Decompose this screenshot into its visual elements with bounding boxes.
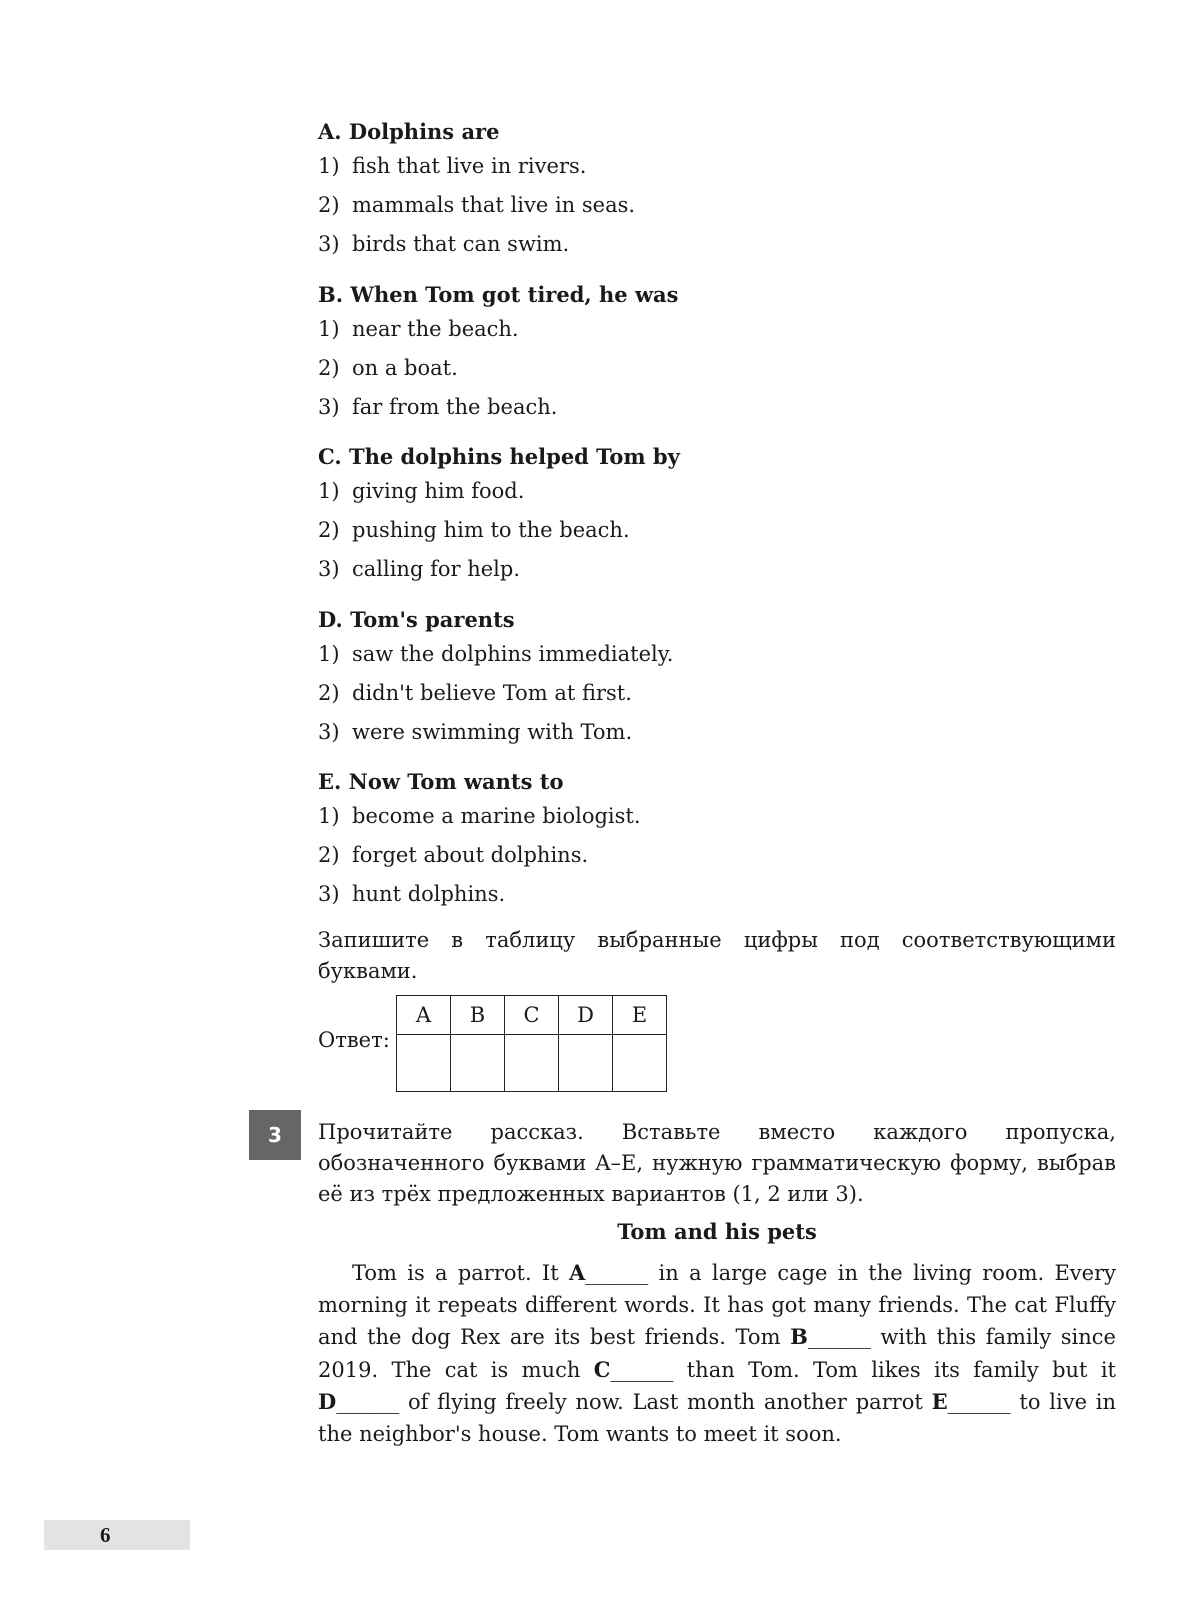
answer-option: 3) birds that can swim. — [318, 232, 570, 256]
answer-input-cell[interactable] — [613, 1035, 667, 1092]
question-heading: E. Now Tom wants to — [318, 769, 564, 794]
answer-label: Ответ: — [318, 1028, 390, 1052]
table-instruction: Запишите в таблицу выбранные цифры под соответствующими буквами. — [318, 928, 1116, 983]
question-a — [318, 117, 1118, 268]
gap-blank: ______ — [807, 1325, 871, 1349]
answer-option: 2) on a boat. — [318, 356, 458, 380]
question-heading: B. When Tom got tired, he was — [318, 282, 679, 307]
answer-option: 3) calling for help. — [318, 557, 520, 581]
gap-blank: ______ — [610, 1357, 674, 1382]
gap-letter: D — [318, 1389, 337, 1414]
question-b — [318, 280, 1118, 431]
answer-option: 3) were swimming with Tom. — [318, 720, 633, 744]
answer-option: 3) hunt dolphins. — [318, 882, 506, 906]
answer-input-cell[interactable] — [451, 1035, 505, 1092]
task-number-badge: 3 — [249, 1110, 301, 1160]
answer-option: 1) near the beach. — [318, 317, 519, 341]
answer-table — [396, 995, 667, 1092]
task-instruction: Прочитайте рассказ. Вставьте вместо каждого пропуска, обозначенного буквами A–E, нужную грамматическую форму, выбрав её из трёх предложенных вариантов (1, 2 или 3). — [318, 1120, 1116, 1206]
gap-blank: ______ — [585, 1261, 649, 1285]
answer-option: 1) giving him food. — [318, 479, 525, 503]
gap-letter: A — [568, 1260, 586, 1285]
answer-option: 2) pushing him to the beach. — [318, 518, 630, 542]
gap-letter: E — [931, 1389, 948, 1414]
answer-input-cell[interactable] — [397, 1035, 451, 1092]
gap-letter: B — [790, 1324, 808, 1349]
answer-option: 2) forget about dolphins. — [318, 843, 589, 867]
gap-blank: ______ — [947, 1390, 1011, 1414]
question-heading: A. Dolphins are — [318, 119, 500, 144]
question-d — [318, 605, 1118, 756]
gap-blank: ______ — [336, 1390, 400, 1414]
answer-letter-cell: A — [397, 996, 451, 1035]
answer-input-cell[interactable] — [559, 1035, 613, 1092]
question-c — [318, 442, 1118, 593]
answer-option: 1) saw the dolphins immediately. — [318, 642, 674, 666]
answer-input-cell[interactable] — [505, 1035, 559, 1092]
answer-option: 1) become a marine biologist. — [318, 804, 641, 828]
answer-option: 3) far from the beach. — [318, 395, 558, 419]
story-title: Tom and his pets — [617, 1219, 817, 1244]
answer-option: 1) fish that live in rivers. — [318, 154, 587, 178]
question-heading: D. Tom's parents — [318, 607, 515, 632]
page-number: 6 — [44, 1520, 190, 1550]
answer-option: 2) didn't believe Tom at first. — [318, 681, 632, 705]
answer-letter-cell: D — [559, 996, 613, 1035]
story-text: Tom is a parrot. It A______ in a large cage in the living room. Every morning it repeats different words. It has got many friends. The cat Fluffy and the dog Rex are its best friends. Tom B______ with this family since 2019. The cat is much C______ than Tom. Tom likes its family but it D______ of flying freely now. Last month another parrot E______ to live in the neighbor's house. Tom wants to meet it soon. — [318, 1260, 1117, 1446]
answer-letter-cell: E — [613, 996, 667, 1035]
gap-letter: C — [593, 1356, 611, 1382]
answer-letter-cell: C — [505, 996, 559, 1035]
question-heading: C. The dolphins helped Tom by — [318, 444, 680, 469]
answer-option: 2) mammals that live in seas. — [318, 193, 636, 217]
answer-letter-cell: B — [451, 996, 505, 1035]
question-e — [318, 767, 1118, 918]
